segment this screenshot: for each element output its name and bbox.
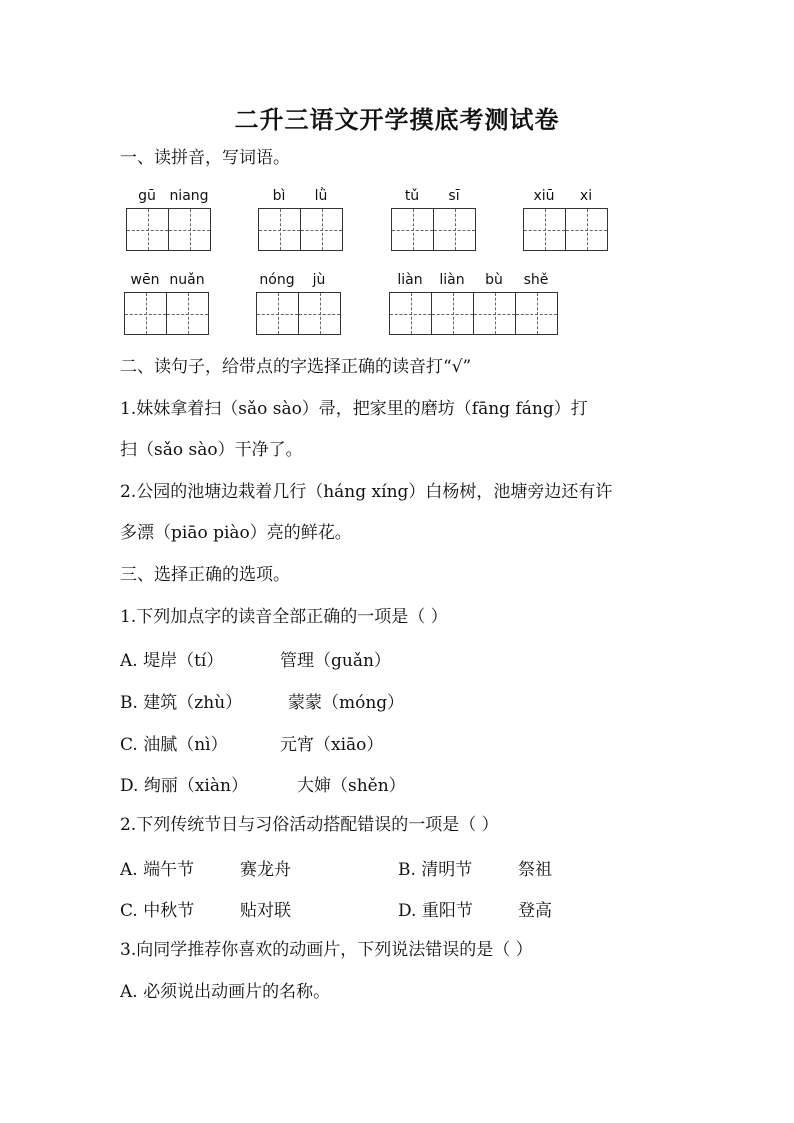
pinyin-group-3 xyxy=(391,188,476,251)
section2-q1-line2: 扫（sǎo sào）干净了。 xyxy=(120,440,303,460)
pinyin-group-5 xyxy=(124,272,209,335)
section3-q3-stem: 3.向同学推荐你喜欢的动画片，下列说法错误的是（ ） xyxy=(120,940,533,960)
q1-option-d-second: 大婶（shěn） xyxy=(297,776,406,796)
writing-cell[interactable] xyxy=(256,292,299,335)
writing-cell[interactable] xyxy=(433,208,476,251)
pinyin-group-4 xyxy=(523,188,608,251)
q1-option-c-second: 元宵（xiāo） xyxy=(280,735,384,755)
q1-option-b: B. 建筑（zhù） xyxy=(120,693,243,713)
pinyin-syllable: liàn xyxy=(397,272,423,288)
section3-heading: 三、选择正确的选项。 xyxy=(120,565,290,585)
q2-option-c-activity: 贴对联 xyxy=(240,901,291,921)
pinyin-group-6 xyxy=(256,272,341,335)
writing-cell[interactable] xyxy=(431,292,474,335)
pinyin-syllable: wēn xyxy=(130,272,160,288)
section3-q2-stem: 2.下列传统节日与习俗活动搭配错误的一项是（ ） xyxy=(120,815,499,835)
section2-q2-line1: 2.公园的池塘边栽着几行（háng xíng）白杨树，池塘旁边还有许 xyxy=(120,482,613,502)
writing-cell[interactable] xyxy=(473,292,516,335)
q1-option-a: A. 堤岸（tí） xyxy=(120,651,224,671)
pinyin-syllable: bù xyxy=(485,272,503,288)
section2-heading: 二、读句子，给带点的字选择正确的读音打“√” xyxy=(120,357,472,377)
pinyin-syllable: nóng xyxy=(259,272,295,288)
pinyin-syllable: sī xyxy=(448,188,460,204)
section3-q1-stem: 1.下列加点字的读音全部正确的一项是（ ） xyxy=(120,607,448,627)
pinyin-syllable: nuǎn xyxy=(169,272,205,288)
pinyin-group-7 xyxy=(389,272,558,335)
pinyin-group-1 xyxy=(126,188,211,251)
writing-cell[interactable] xyxy=(389,292,432,335)
q1-option-c: C. 油腻（nì） xyxy=(120,735,228,755)
q2-option-c: C. 中秋节 xyxy=(120,901,195,921)
pinyin-syllable: jù xyxy=(312,272,326,288)
pinyin-syllable: gū xyxy=(138,188,156,204)
q2-option-d: D. 重阳节 xyxy=(398,901,473,921)
q2-option-d-activity: 登高 xyxy=(518,901,552,921)
q2-option-b-activity: 祭祖 xyxy=(518,860,552,880)
pinyin-group-2 xyxy=(258,188,343,251)
section1-heading: 一、读拼音，写词语。 xyxy=(120,148,290,168)
writing-cell[interactable] xyxy=(258,208,301,251)
section2-q2-line2: 多漂（piāo piào）亮的鲜花。 xyxy=(120,523,352,543)
q2-option-a-activity: 赛龙舟 xyxy=(240,860,291,880)
q2-option-a: A. 端午节 xyxy=(120,860,195,880)
writing-cell[interactable] xyxy=(523,208,566,251)
pinyin-syllable: xi xyxy=(579,188,593,204)
writing-cell[interactable] xyxy=(298,292,341,335)
q1-option-a-second: 管理（guǎn） xyxy=(280,651,391,671)
writing-cell[interactable] xyxy=(124,292,167,335)
q1-option-d: D. 绚丽（xiàn） xyxy=(120,776,248,796)
writing-cell[interactable] xyxy=(168,208,211,251)
page-title: 二升三语文开学摸底考测试卷 xyxy=(234,105,560,134)
pinyin-syllable: xiū xyxy=(533,188,555,204)
pinyin-syllable: tǔ xyxy=(404,188,420,204)
writing-cell[interactable] xyxy=(126,208,169,251)
q2-option-b: B. 清明节 xyxy=(398,860,473,880)
section2-q1-line1: 1.妹妹拿着扫（sǎo sào）帚，把家里的磨坊（fāng fáng）打 xyxy=(120,399,588,419)
pinyin-syllable: niang xyxy=(169,188,209,204)
pinyin-syllable: liàn xyxy=(439,272,465,288)
pinyin-syllable: lǜ xyxy=(314,188,328,204)
pinyin-syllable: shě xyxy=(523,272,549,288)
q3-option-a: A. 必须说出动画片的名称。 xyxy=(120,982,331,1002)
writing-cell[interactable] xyxy=(300,208,343,251)
pinyin-syllable: bì xyxy=(272,188,286,204)
writing-cell[interactable] xyxy=(166,292,209,335)
writing-cell[interactable] xyxy=(565,208,608,251)
writing-cell[interactable] xyxy=(515,292,558,335)
writing-cell[interactable] xyxy=(391,208,434,251)
q1-option-b-second: 蒙蒙（móng） xyxy=(288,693,405,713)
